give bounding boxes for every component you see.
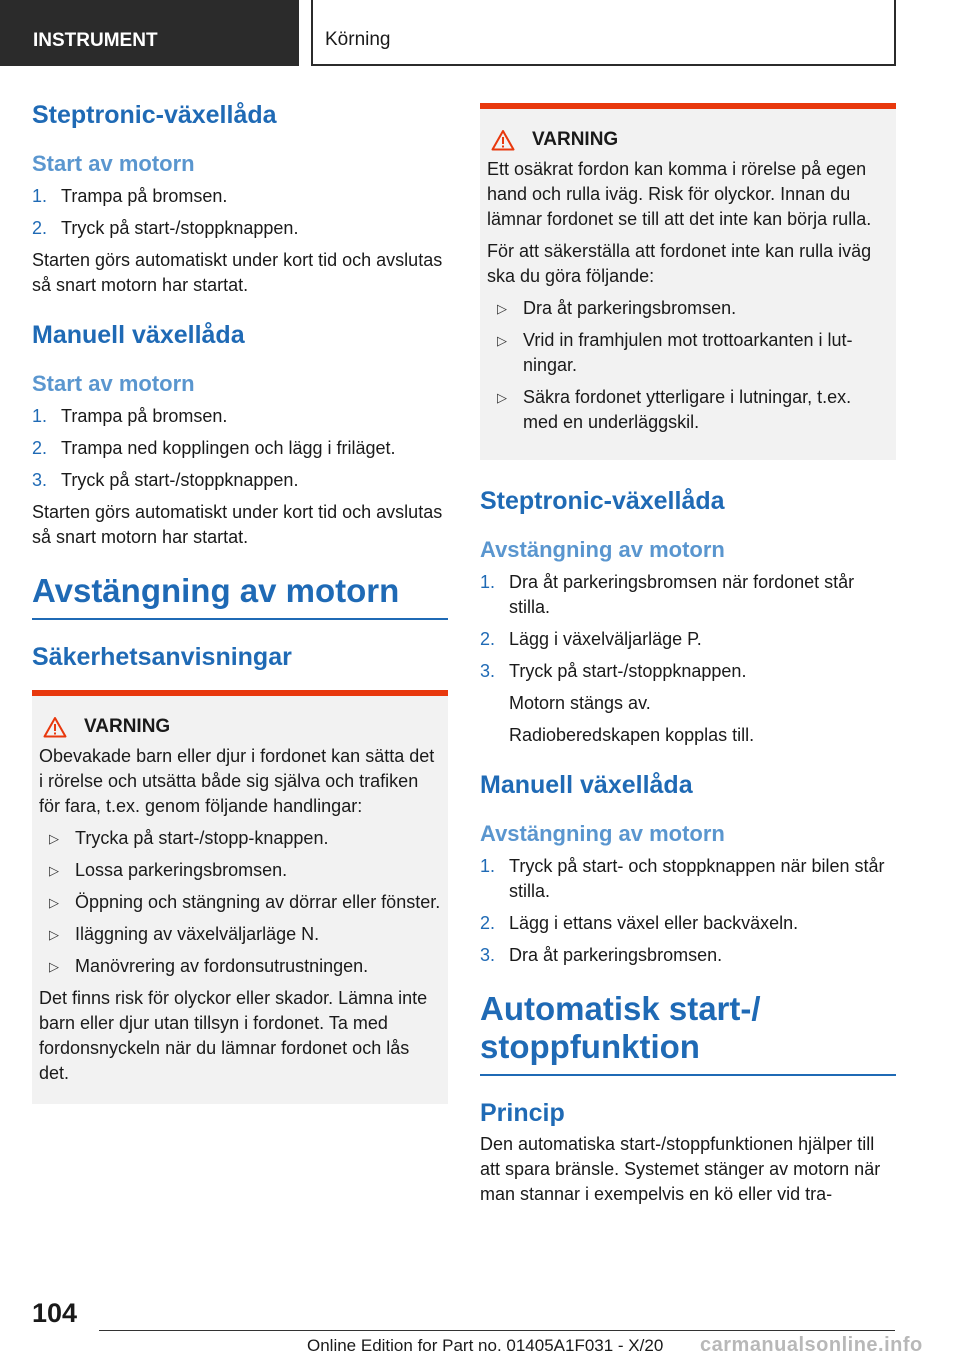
list-item: 3. Tryck på start-/stoppknappen. — [32, 470, 299, 490]
subheading-shutdown: Avstängning av motorn — [480, 537, 725, 562]
steptronic-start-note: Starten görs automatiskt under kort tid och avslutas så snart motorn har startat. — [32, 250, 443, 295]
subheading-start: Start av motorn — [32, 151, 195, 176]
list-item: ▷ Iläggning av växelväljarläge N. — [39, 922, 441, 947]
list-item: ▷ Vrid in framhjulen mot trottoarkanten i lutningar. — [497, 330, 853, 375]
heading-manual: Manuell växellåda — [480, 771, 693, 799]
warning-label: VARNING — [84, 716, 171, 737]
chapter-tab[interactable]: Körning — [311, 0, 896, 66]
list-item: 1. Trampa på bromsen. — [32, 406, 228, 426]
triangle-bullet-icon: ▷ — [49, 959, 59, 974]
warning-triangle-icon — [491, 129, 515, 151]
list-item: 1. Tryck på start- och stoppknappen när bilen står stilla. — [480, 856, 885, 901]
left-column — [32, 100, 448, 1104]
warning-list — [487, 296, 889, 435]
heading-principle: Princip — [480, 1099, 565, 1127]
warning-intro-2: För att säkerställa att fordonet inte kan rulla iväg ska du göra följande: — [487, 241, 872, 286]
section-tab[interactable]: INSTRUMENT — [0, 0, 299, 66]
triangle-bullet-icon: ▷ — [497, 390, 507, 405]
list-item: ▷ Lossa parkeringsbromsen. — [39, 858, 441, 883]
list-item: 2. Tryck på start-/stoppknappen. — [32, 218, 299, 238]
triangle-bullet-icon: ▷ — [49, 863, 59, 878]
steptronic-start-steps — [32, 184, 448, 241]
page-header — [0, 0, 960, 66]
step-result-1: Motorn stängs av. — [509, 693, 651, 713]
list-item: ▷ Manövrering av fordonsutrustningen. — [39, 954, 441, 979]
triangle-bullet-icon: ▷ — [49, 927, 59, 942]
triangle-bullet-icon: ▷ — [497, 301, 507, 316]
warning-intro: Ett osäkrat fordon kan komma i rörelse på egen hand och rulla iväg. Risk för olyckor. Innan du lämnar fordonet se till att det inte kan börja rulla. — [487, 159, 872, 229]
watermark: carmanualsonline.info — [700, 1334, 923, 1356]
warning-header — [487, 129, 889, 151]
triangle-bullet-icon: ▷ — [497, 333, 507, 348]
warning-intro: Obevakade barn eller djur i fordonet kan sätta det i rörelse och utsätta både sig själva och trafiken för fara, t.ex. genom följande handlingar: — [39, 746, 435, 816]
list-item: ▷ Dra åt parkeringsbromsen. — [487, 296, 889, 321]
list-item: 3. Dra åt parkeringsbromsen. — [480, 945, 723, 965]
principle-text: Den automatiska start-/stoppfunktionen hjälper till att spara bränsle. Systemet stänger av motorn när man stannar i exempelvis en kö eller vid tra- — [480, 1134, 881, 1204]
steptronic-shutdown-steps — [480, 570, 896, 684]
heading-steptronic: Steptronic-växellåda — [32, 101, 277, 129]
heading-steptronic: Steptronic-växellåda — [480, 487, 725, 515]
warning-triangle-icon — [43, 716, 67, 738]
heading-shutdown: Avstängning av motorn — [32, 572, 448, 620]
list-item: 3. Tryck på start-/stoppknappen. — [480, 661, 747, 681]
list-item: 1. Dra åt parkeringsbromsen när fordonet står stilla. — [480, 572, 855, 617]
list-item: ▷ Säkra fordonet ytterligare i lutningar, t.ex. med en underläggskil. — [497, 387, 852, 432]
subheading-shutdown: Avstängning av motorn — [480, 821, 725, 846]
warning-list — [39, 826, 441, 979]
list-item: 1. Trampa på bromsen. — [32, 186, 228, 206]
triangle-bullet-icon: ▷ — [49, 831, 59, 846]
triangle-bullet-icon: ▷ — [49, 895, 59, 910]
heading-auto-start-stop: Automatisk start-/ stoppfunktion — [480, 990, 896, 1076]
warning-header — [39, 716, 441, 738]
warning-box — [32, 690, 448, 1104]
manual-start-note: Starten görs automatiskt under kort tid och avslutas så snart motorn har startat. — [32, 502, 443, 547]
manual-start-steps — [32, 404, 448, 493]
warning-box — [480, 103, 896, 460]
step-result-2: Radioberedskapen kopplas till. — [509, 725, 755, 745]
heading-manual: Manuell växellåda — [32, 321, 245, 349]
footer-edition: Online Edition for Part no. 01405A1F031 - X/20 — [307, 1336, 664, 1355]
right-column — [480, 103, 896, 1214]
heading-safety: Säkerhetsanvisningar — [32, 643, 292, 671]
page-number: 104 — [32, 1298, 78, 1328]
warning-label: VARNING — [532, 129, 619, 150]
list-item: 2. Trampa ned kopplingen och lägg i friläget. — [32, 438, 396, 458]
manual-shutdown-steps — [480, 854, 896, 968]
warning-outro: Det finns risk för olyckor eller skador. Lämna inte barn eller djur utan tillsyn i fordonet. Ta med fordonsnyckeln när du lämnar fordonet och lås det. — [39, 988, 428, 1083]
list-item: 2. Lägg i ettans växel eller backväxeln. — [480, 913, 799, 933]
subheading-start: Start av motorn — [32, 371, 195, 396]
list-item: ▷ Öppning och stängning av dörrar eller fönster. — [39, 890, 441, 915]
footer-divider — [99, 1330, 895, 1331]
list-item: 2. Lägg i växelväljarläge P. — [480, 629, 702, 649]
list-item: ▷ Trycka på start-/stopp-knappen. — [39, 826, 441, 851]
